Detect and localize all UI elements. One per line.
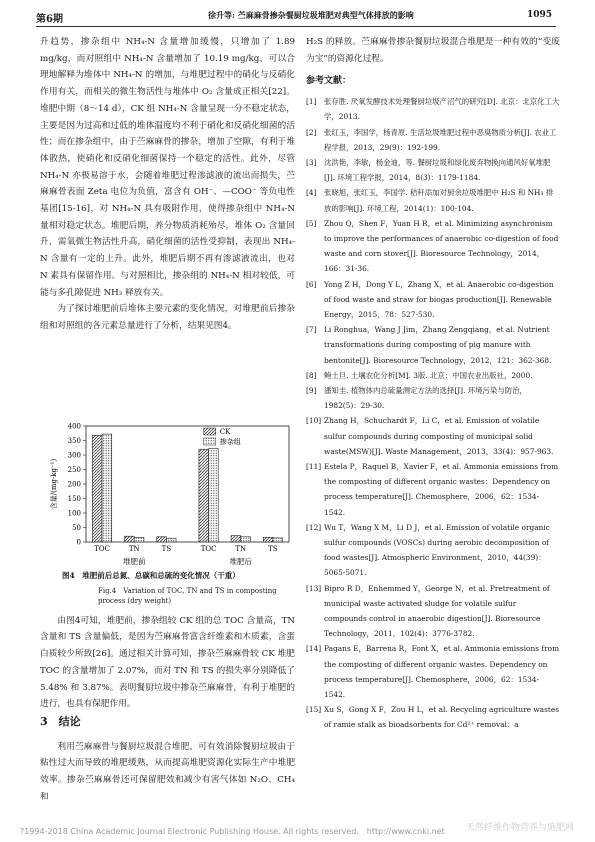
body-paragraph: 利用苎麻麻骨与餐厨垃圾混合堆肥，可有效消除餐厨垃圾由于粘性过大而导致的堆肥缓熟，从而提高堆肥资源化实际生产中堆肥效率。掺杂苎麻麻骨还可保留肥效和减少有害气体如 N₂O、CH₄ 和 (40, 741, 295, 802)
reference-number: [7] (306, 325, 317, 335)
plot-frame (86, 426, 289, 542)
reference-number: [11] (306, 461, 322, 471)
page-number: 1095 (527, 10, 553, 20)
reference-text: 张红玉，李国学，杨青原. 生活垃圾堆肥过程中恶臭物质分析[J]. 农业工程学报，2013，29(9)：192-199. (324, 127, 557, 152)
reference-text: 张存胜. 厌氧发酵技术处理餐厨垃圾产沼气的研究[D]. 北京：北京化工大学，2013. (324, 97, 560, 122)
x-tick-label: TS (161, 545, 172, 553)
reference-number: [9] (306, 385, 317, 395)
reference-text: 沈洪艳，李敏，杨金迪，等. 餐厨垃圾和绿化废弃物换向通风好氧堆肥[J]. 环境工程学报，2014，8(3)：1179-1184. (324, 157, 551, 183)
reference-item (306, 368, 560, 383)
bar-CK (92, 435, 102, 542)
reference-number: [15] (306, 705, 322, 715)
legend-swatch (204, 428, 216, 435)
reference-item (306, 383, 560, 413)
reference-text: Bipro R D，Enhemmed Y，George N，et al. Pretreatment of municipal waste activated sludge for volatile sulfur compounds control in anaerobic digestion[J]. Bioresource Technology，2011，102(4)：3776-3782. (324, 583, 550, 639)
reference-text: 张晓旭，张红玉，李国学. 秸秆添加对厨余垃圾堆肥中 H₂S 和 NH₃ 排放的影响[J]. 环境工程，2014(1)：100-104. (324, 188, 554, 213)
x-tick-label: TOC (200, 545, 217, 553)
reference-item (306, 94, 560, 124)
reference-item (306, 277, 560, 323)
reference-number: [5] (306, 218, 317, 228)
reference-text: 鲍士旦. 土壤农化分析[M]. 3版. 北京：中国农业出版社，2000. (324, 370, 533, 380)
references-title: 参考文献： (306, 76, 352, 87)
section-title: 3 结论 (40, 715, 81, 728)
x-tick-label: TN (235, 545, 247, 553)
bar-掺杂组 (166, 538, 176, 542)
header-divider (36, 26, 556, 27)
reference-number: [14] (306, 644, 322, 654)
body-paragraph: 由图4可知，堆肥前，掺杂组较 CK 组的总 TOC 含量高，TN 含量和 TS 含量偏低，是因为苎麻麻骨富含纤维素和木质素，含蛋白质较少所致[26]。通过相关计算可知，掺杂苎麻麻骨较 CK 堆肥 TOC 的含量增加了 2.07%，而对 TN 和 TS 的损失率分别降低了 5.48% 和 3.87%。表明餐厨垃圾中掺杂苎麻麻骨，有利于堆肥的进行，也具有保肥作用。 (40, 615, 295, 710)
left-column-after-figure (40, 604, 295, 722)
reference-text: 潘知圭. 植物体内总硫量测定方法的选择[J]. 环境污染与防治，1982(5)：29-30. (324, 385, 527, 411)
reference-text: Zhang H，Schuchardt F，Li C，et al. Emission of volatile sulfur compounds during composting of municipal solid waste(MSW)[J]. Waste Management，2013，33(4)：957-963. (324, 416, 554, 456)
y-tick-label: 350 (67, 437, 81, 445)
body-paragraph: 升趋势，掺杂组中 NH₄-N 含量增加缓慢，只增加了 1.89 mg/kg，而对照组中 NH₄-N 含量增加了 10.19 mg/kg，可以合理地解释为堆体中 NH₄-N 的增加，与堆肥过程中的硝化与反硝化作用有关，而相关的微生物活性与堆体中 O₂ 含量成正相关[22]。堆肥中期（8～14 d），CK 组 NH₄-N 含量呈现一分不稳定状态，主要是因为过高和过低的堆体温度均不利于硝化和反硝化细菌的活性；而在掺杂组中，由于苎麻麻骨的掺杂，增加了空隙，有利于堆体散热，使硝化和反硝化细菌保持一个稳定的活性。此外，尽管 NH₄-N 亦极易溶于水，会随着堆肥过程渗滤液的流出而损失，苎麻麻骨表面 Zeta 电位为负值，富含有 OH⁻、—COO⁻ 等负电性基团[15-16]，对 NH₄-N 具有吸附作用，使得掺杂组中 NH₄-N 量相对稳定状态。堆肥后期，养分物质消耗殆尽，堆体 O₂ 含量回升，需氧微生物活性升高，硝化细菌的活性受抑制，表现出 NH₄-N 含量有一定的上升。此外，堆肥后期不再有渗滤液流出，也对 N 素具有保留作用。与对照相比，掺杂组的 NH₄-N 相对较低，可能与多孔隙促进 NH₃ 释放有关。 (40, 37, 295, 298)
figure-4-chart (40, 422, 295, 572)
x-tick-label: TN (128, 545, 140, 553)
reference-number: [13] (306, 583, 322, 593)
reference-text: Yong Z H，Dong Y L，Zhang X，et al. Anaerobic co-digestion of food waste and straw for biogas production[J]. Renewable Energy，2015，78：527-530. (324, 279, 554, 319)
legend-swatch (204, 438, 216, 445)
reference-item (306, 216, 560, 277)
bar-CK (199, 449, 209, 542)
issue-label: 第6期 (36, 14, 63, 25)
reference-number: [2] (306, 127, 317, 137)
reference-text: Estela P，Raquel B，Xavier F，et al. Ammonia emissions from the composting of different organic wastes：Dependency on process temperature[J]. Chemosphere，2006，62：1534-1542. (324, 461, 559, 517)
reference-number: [1] (306, 97, 317, 107)
legend-label: CK (219, 428, 231, 436)
y-tick-label: 0 (76, 538, 81, 547)
figure-caption-en: Fig.4 Variation of TOC, TN and TS in composting process (dry weight) (98, 587, 277, 605)
reference-item (306, 185, 560, 215)
bar-掺杂组 (209, 449, 219, 542)
reference-text: Li Ronghua，Wang J Jim，Zhang Zengqiang，et al. Nutrient transformations during composting of pig manure with bentonite[J]. Bioresource Technology，2012，121：362-368. (324, 325, 552, 365)
reference-text: Pagans E，Barrena R，Font X，et al. Ammonia emissions from the composting of different organic wastes. Dependency on process temperature[J]. Chemosphere，2006，62：1534-1542. (324, 644, 560, 700)
bar-掺杂组 (241, 537, 251, 542)
legend-label: 掺杂组 (219, 438, 241, 446)
references-list (306, 94, 560, 733)
reference-text: Wu T，Wang X M，Li D J，et al. Emission of volatile organic sulfur compounds (VOSCs) during aerobic decomposition of food wastes[J]. Atmospheric Environment，2010，44(39)：5065-5071. (324, 522, 550, 578)
bar-CK (263, 537, 273, 542)
reference-number: [6] (306, 279, 317, 289)
y-tick-label: 400 (67, 422, 81, 431)
group-label: 堆肥后 (229, 557, 252, 566)
reference-item (306, 641, 560, 702)
y-axis-label: 含量/(mg·kg⁻¹) (50, 458, 58, 510)
copyright-footer: ?1994-2018 China Academic Journal Electronic Publishing House. All rights reserved. http://www.cnki.net (20, 827, 445, 836)
bar-CK (157, 537, 167, 542)
reference-number: [4] (306, 188, 317, 198)
reference-item (306, 459, 560, 520)
y-tick-label: 50 (72, 524, 81, 532)
bar-掺杂组 (102, 434, 112, 542)
x-tick-label: TS (268, 545, 278, 553)
reference-item (306, 322, 560, 368)
bar-CK (125, 536, 135, 542)
reference-number: [8] (306, 370, 317, 380)
y-tick-label: 300 (67, 451, 81, 460)
y-tick-label: 100 (67, 509, 81, 518)
reference-number: [3] (306, 157, 317, 167)
reference-item (306, 581, 560, 642)
left-column-body (40, 34, 295, 335)
y-tick-label: 250 (67, 466, 81, 474)
y-tick-label: 150 (67, 495, 81, 503)
running-title: 徐升等: 苎麻麻骨掺杂餐厨垃圾堆肥对典型气体排放的影响 (208, 10, 414, 20)
reference-item (306, 125, 560, 155)
group-label: 堆肥前 (123, 557, 146, 566)
y-tick-label: 200 (67, 480, 81, 489)
reference-item (306, 702, 560, 732)
reference-item (306, 155, 560, 185)
body-paragraph: H₂S 的释放。苎麻麻骨掺杂餐厨垃圾混合堆肥是一种有效的“变废为宝”的资源化过程。 (306, 37, 560, 64)
left-column-conclusion (40, 730, 295, 814)
figure-caption-cn: 图4 堆肥前后总氮、总碳和总硫的变化情况（干重） (62, 571, 240, 580)
body-paragraph: 为了探讨堆肥前后堆体主要元素的变化情况，对堆肥前后掺杂组和对照组的各元素总量进行了分析，结果见图4。 (40, 304, 295, 331)
watermark: 天然纤维作物营养与施肥网 (466, 823, 575, 833)
reference-text: Zhou Q，Shen F，Yuan H R，et al. Minimizing asynchronism to improve the performances of anaerobic co-digestion of food waste and corn stover[J]. Bioresource Technology，2014，166：31-36. (324, 218, 559, 274)
reference-text: Xu S，Gong X F，Zou H L，et al. Recycling agriculture wastes of ramie stalk as bioadsorbents for Cd²⁺ removal：a (324, 705, 559, 730)
bar-CK (231, 536, 241, 542)
reference-number: [10] (306, 416, 322, 426)
reference-item (306, 520, 560, 581)
reference-item (306, 413, 560, 459)
x-tick-label: TOC (94, 545, 110, 553)
bar-chart (40, 422, 295, 572)
right-column (306, 34, 560, 733)
reference-number: [12] (306, 522, 322, 532)
bar-掺杂组 (273, 538, 283, 542)
bar-掺杂组 (134, 537, 144, 542)
